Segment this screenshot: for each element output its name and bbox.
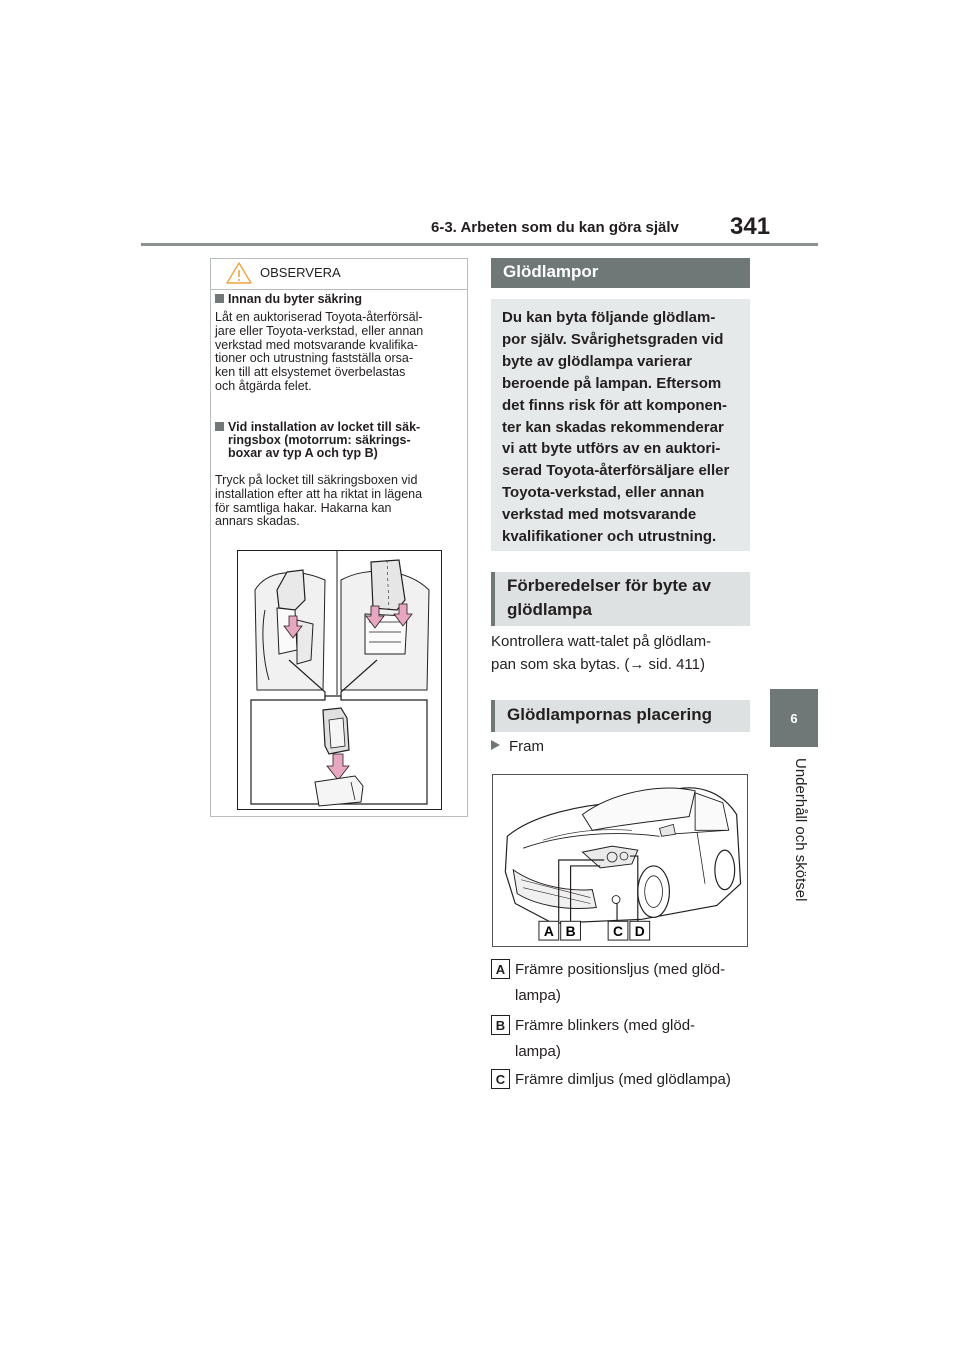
- fram-item: Fram: [491, 738, 544, 755]
- legend-text: Främre positionsljus (med glöd- lampa): [515, 961, 726, 1004]
- intro-box: Du kan byta följande glödlam- por själv. Svårighetsgraden vid byte av glödlampa varierar beroende på lampan. Eftersom det finns risk för att komponen- ter kan skadas rekommenderar vi att byte utförs av en auktori- serad Toyota-återförsäljare eller Toyota-verkstad, eller annan verkstad med motsvarande kvalifikationer och utrustning.: [491, 299, 750, 551]
- header-rule: [141, 243, 818, 246]
- figure-label-d: D: [634, 923, 645, 940]
- legend-key: A: [491, 959, 510, 979]
- prep-text: Kontrollera watt-talet på glödlam- pan som ska bytas. (→ sid. 411): [491, 633, 712, 673]
- chapter-tab: 6: [770, 689, 818, 747]
- notice-section-title: Vid installation av locket till säk- ringsbox (motorrum: säkrings- boxar av typ A och typ B): [215, 421, 464, 460]
- car-front-illustration: [492, 774, 748, 947]
- bullet-square-icon: [215, 422, 224, 431]
- notice-title: OBSERVERA: [260, 265, 341, 280]
- notice-divider: [211, 289, 467, 290]
- notice-section-body: Låt en auktoriserad Toyota-återförsäl- jare eller Toyota-verkstad, eller annan verkstad med motsvarande kvalifika- tioner och utrustning fastställa orsa- ken till att elsystemet överbelastas och åtgärda felet.: [215, 310, 424, 393]
- notice-box: [210, 258, 468, 817]
- legend-key: B: [491, 1015, 510, 1035]
- chapter-label: Underhåll och skötsel: [792, 758, 809, 902]
- section-heading-glodlampor: Glödlampor: [491, 258, 750, 288]
- legend-text: Främre blinkers (med glöd- lampa): [515, 1017, 696, 1060]
- section-heading-placering: Glödlampornas placering: [491, 700, 750, 732]
- notice-section-body: Tryck på locket till säkringsboxen vid installation efter att ha riktat in lägena för samtliga hakar. Hakarna kan annars skadas.: [215, 473, 423, 529]
- triangle-bullet-icon: [491, 740, 500, 750]
- warning-icon: [225, 261, 253, 285]
- figure-label-b: B: [565, 923, 576, 940]
- bullet-square-icon: [215, 294, 224, 303]
- section-heading-forberedelser: Förberedelser för byte av glödlampa: [491, 572, 750, 626]
- legend-text: Främre dimljus (med glödlampa): [515, 1071, 731, 1088]
- legend-key: C: [491, 1069, 510, 1089]
- fuse-box-illustration: [237, 550, 442, 810]
- notice-section-title: Innan du byter säkring: [215, 293, 461, 306]
- figure-label-c: C: [613, 923, 624, 940]
- page-number: 341: [730, 213, 771, 240]
- section-title: 6-3. Arbeten som du kan göra själv: [431, 219, 679, 236]
- notice-header: [211, 259, 467, 287]
- figure-label-a: A: [543, 923, 554, 940]
